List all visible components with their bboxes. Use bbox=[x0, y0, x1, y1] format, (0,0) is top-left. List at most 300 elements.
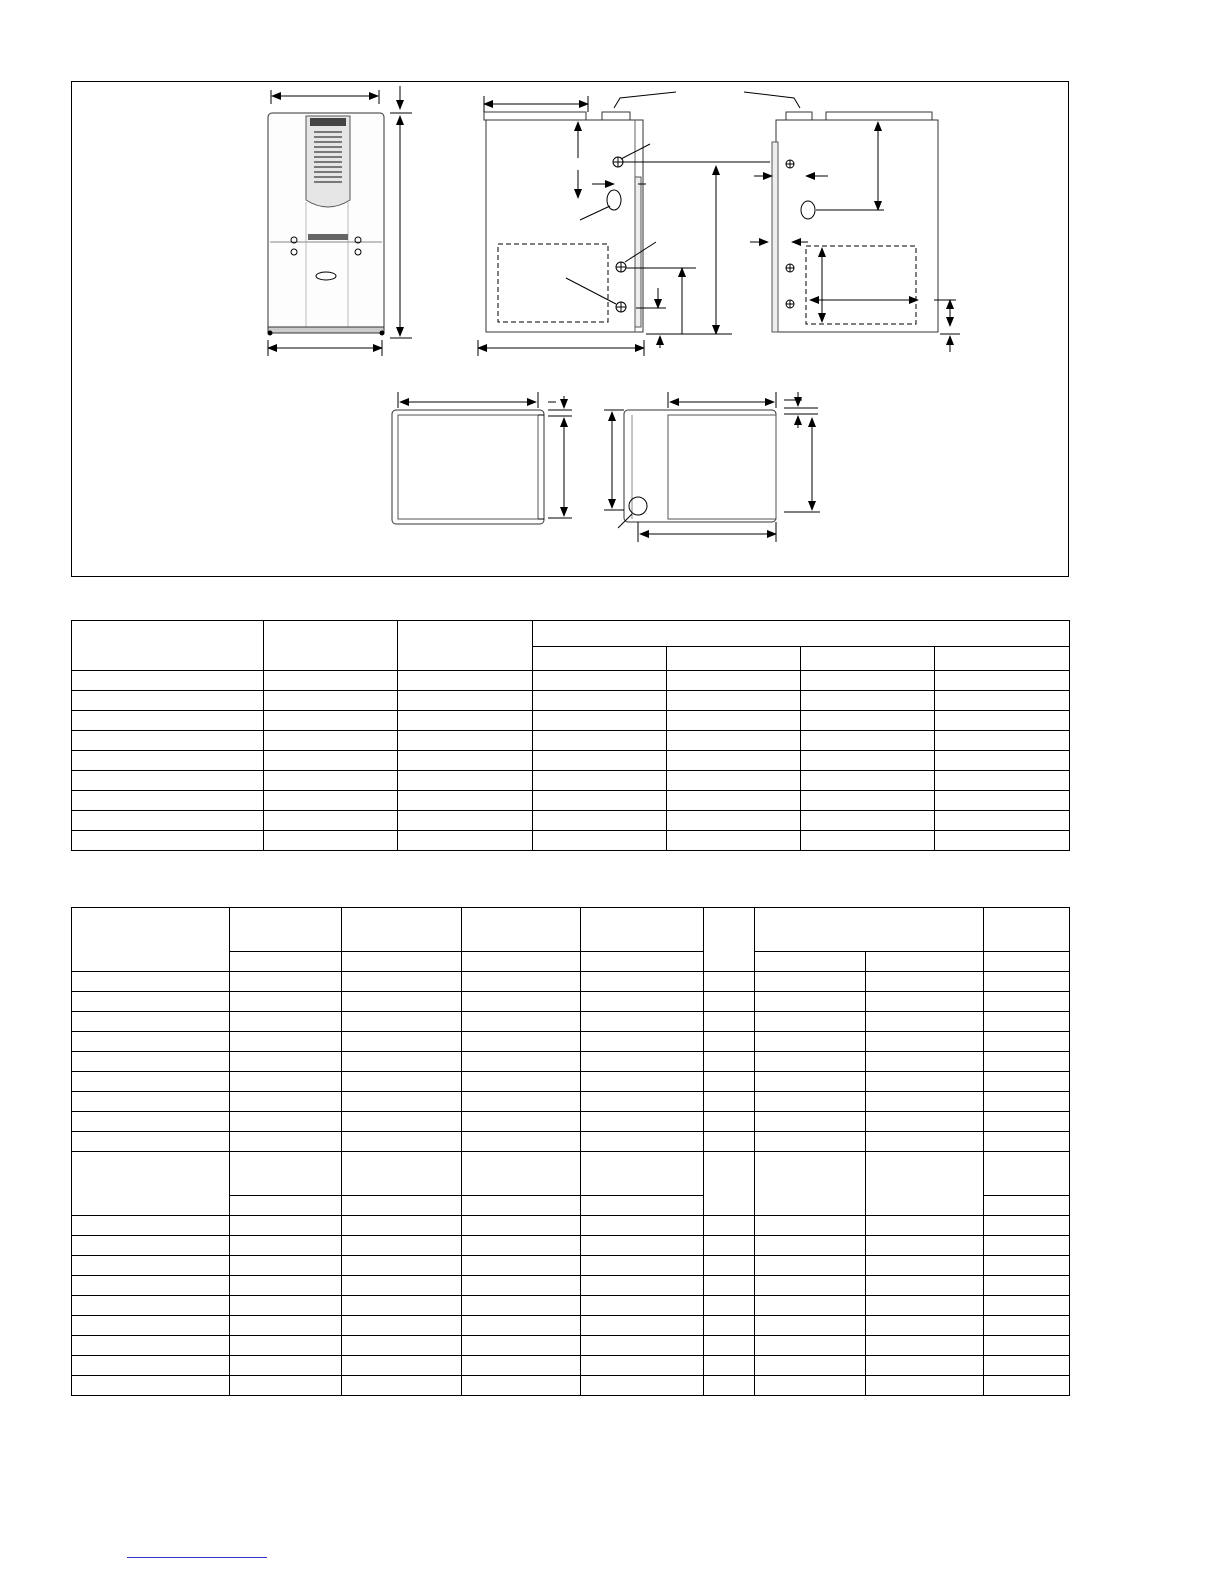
table-cell bbox=[72, 1032, 230, 1052]
table-cell bbox=[704, 1296, 755, 1316]
table-cell bbox=[342, 1216, 462, 1236]
table-cell bbox=[398, 811, 533, 831]
table-cell bbox=[230, 1216, 342, 1236]
table-cell bbox=[866, 1256, 984, 1276]
table-cell bbox=[72, 731, 264, 751]
table-cell bbox=[342, 1092, 462, 1112]
table-cell bbox=[533, 791, 667, 811]
table-cell bbox=[72, 671, 264, 691]
table-cell bbox=[342, 1132, 462, 1152]
table-cell bbox=[230, 1052, 342, 1072]
table-cell bbox=[935, 691, 1070, 711]
header-cell bbox=[984, 1196, 1070, 1216]
table-cell bbox=[866, 1376, 984, 1396]
table-row bbox=[72, 1256, 1070, 1276]
header-cell bbox=[342, 952, 462, 972]
table-cell bbox=[533, 811, 667, 831]
table-row bbox=[72, 671, 1070, 691]
table-cell bbox=[462, 1012, 581, 1032]
header-cell bbox=[230, 1152, 342, 1196]
table-row bbox=[72, 1316, 1070, 1336]
table-cell bbox=[984, 1092, 1070, 1112]
header-cell bbox=[984, 908, 1070, 952]
table-cell bbox=[984, 992, 1070, 1012]
table-cell bbox=[866, 1032, 984, 1052]
table-cell bbox=[984, 1296, 1070, 1316]
table-row bbox=[72, 1052, 1070, 1072]
table-cell bbox=[581, 1072, 704, 1092]
table-cell bbox=[72, 1112, 230, 1132]
table-cell bbox=[755, 1072, 866, 1092]
table-cell bbox=[667, 691, 801, 711]
header-cell bbox=[581, 908, 704, 952]
header-cell bbox=[581, 1152, 704, 1196]
table-cell bbox=[866, 1236, 984, 1256]
table-cell bbox=[398, 711, 533, 731]
table-cell bbox=[581, 1376, 704, 1396]
table-header-row bbox=[72, 621, 1070, 647]
table-row bbox=[72, 1336, 1070, 1356]
header-cell bbox=[935, 647, 1070, 671]
table-cell bbox=[801, 731, 935, 751]
table-cell bbox=[667, 751, 801, 771]
table-cell bbox=[72, 791, 264, 811]
table-cell bbox=[72, 1336, 230, 1356]
table-cell bbox=[866, 1216, 984, 1236]
table-cell bbox=[984, 1216, 1070, 1236]
table-cell bbox=[398, 751, 533, 771]
header-cell bbox=[984, 952, 1070, 972]
table-cell bbox=[704, 1276, 755, 1296]
table-cell bbox=[72, 831, 264, 851]
table-cell bbox=[72, 1132, 230, 1152]
header-cell bbox=[462, 908, 581, 952]
table-cell bbox=[533, 751, 667, 771]
table-cell bbox=[398, 671, 533, 691]
table-cell bbox=[755, 1296, 866, 1316]
table-cell bbox=[704, 1072, 755, 1092]
table-cell bbox=[230, 972, 342, 992]
table-cell bbox=[984, 1132, 1070, 1152]
table-cell bbox=[342, 1236, 462, 1256]
table-cell bbox=[462, 992, 581, 1012]
table-row bbox=[72, 711, 1070, 731]
header-cell bbox=[755, 908, 984, 952]
table-cell bbox=[342, 1276, 462, 1296]
table-cell bbox=[984, 1052, 1070, 1072]
table-cell bbox=[667, 671, 801, 691]
table-cell bbox=[704, 972, 755, 992]
table-cell bbox=[462, 1092, 581, 1112]
table-cell bbox=[704, 1132, 755, 1152]
right-side-view bbox=[750, 112, 960, 352]
table-cell bbox=[462, 1356, 581, 1376]
table-cell bbox=[230, 1072, 342, 1092]
header-cell bbox=[230, 908, 342, 952]
table-cell bbox=[755, 1092, 866, 1112]
table-cell bbox=[866, 1296, 984, 1316]
table-cell bbox=[984, 1356, 1070, 1376]
table-cell bbox=[342, 1356, 462, 1376]
table-cell bbox=[667, 731, 801, 751]
specifications-table bbox=[71, 907, 1070, 1396]
table-cell bbox=[342, 1072, 462, 1092]
table-cell bbox=[398, 691, 533, 711]
header-cell bbox=[755, 1152, 866, 1216]
header-cell bbox=[72, 1152, 230, 1216]
table-cell bbox=[342, 1296, 462, 1316]
table-cell bbox=[581, 1356, 704, 1376]
table-cell bbox=[342, 1336, 462, 1356]
header-cell bbox=[801, 647, 935, 671]
table-cell bbox=[462, 1256, 581, 1276]
table-cell bbox=[801, 831, 935, 851]
table-cell bbox=[462, 1296, 581, 1316]
table-cell bbox=[704, 1112, 755, 1132]
table-cell bbox=[755, 1236, 866, 1256]
table-cell bbox=[704, 1032, 755, 1052]
trane-logo-icon bbox=[310, 118, 346, 126]
table-cell bbox=[755, 1276, 866, 1296]
table-cell bbox=[72, 811, 264, 831]
header-cell bbox=[230, 952, 342, 972]
table-cell bbox=[935, 671, 1070, 691]
table-row bbox=[72, 1132, 1070, 1152]
table-cell bbox=[398, 791, 533, 811]
table-row bbox=[72, 831, 1070, 851]
left-side-view bbox=[478, 92, 800, 356]
table-cell bbox=[704, 1236, 755, 1256]
header-cell bbox=[704, 908, 755, 972]
table-cell bbox=[72, 1276, 230, 1296]
table-cell bbox=[342, 1032, 462, 1052]
table-cell bbox=[72, 1012, 230, 1032]
table-cell bbox=[667, 711, 801, 731]
table-cell bbox=[533, 831, 667, 851]
table-cell bbox=[264, 711, 398, 731]
table-cell bbox=[866, 1092, 984, 1112]
table-cell bbox=[704, 1316, 755, 1336]
header-cell bbox=[533, 647, 667, 671]
table-cell bbox=[866, 1336, 984, 1356]
table-row bbox=[72, 1032, 1070, 1052]
table-cell bbox=[935, 731, 1070, 751]
table-cell bbox=[230, 1236, 342, 1256]
table-cell bbox=[667, 831, 801, 851]
table-cell bbox=[755, 1356, 866, 1376]
bottom-view bbox=[604, 392, 820, 542]
table-cell bbox=[230, 1276, 342, 1296]
table-cell bbox=[984, 1376, 1070, 1396]
table-cell bbox=[72, 992, 230, 1012]
table-cell bbox=[581, 992, 704, 1012]
table-cell bbox=[704, 1052, 755, 1072]
table-cell bbox=[342, 1052, 462, 1072]
table-cell bbox=[72, 771, 264, 791]
table-cell bbox=[801, 751, 935, 771]
table-cell bbox=[581, 1132, 704, 1152]
table-cell bbox=[801, 671, 935, 691]
table-cell bbox=[866, 1012, 984, 1032]
table-cell bbox=[866, 1112, 984, 1132]
table-cell bbox=[801, 771, 935, 791]
table-cell bbox=[264, 731, 398, 751]
table-cell bbox=[935, 811, 1070, 831]
header-cell bbox=[342, 1196, 462, 1216]
table-cell bbox=[230, 1012, 342, 1032]
table-cell bbox=[462, 1336, 581, 1356]
table-cell bbox=[667, 771, 801, 791]
table-row bbox=[72, 1112, 1070, 1132]
table-row bbox=[72, 1012, 1070, 1032]
header-cell bbox=[581, 1196, 704, 1216]
front-view bbox=[268, 86, 412, 356]
table-cell bbox=[462, 1316, 581, 1336]
table-cell bbox=[755, 1256, 866, 1276]
header-cell bbox=[230, 1196, 342, 1216]
furnace-dimension-drawing bbox=[72, 82, 1070, 578]
table-cell bbox=[342, 1376, 462, 1396]
table-cell bbox=[72, 1092, 230, 1112]
table-cell bbox=[984, 1336, 1070, 1356]
table-cell bbox=[704, 1012, 755, 1032]
table-cell bbox=[755, 1052, 866, 1072]
table-cell bbox=[581, 1112, 704, 1132]
table-cell bbox=[72, 1072, 230, 1092]
table-row bbox=[72, 1276, 1070, 1296]
table-cell bbox=[264, 751, 398, 771]
table-cell bbox=[230, 1092, 342, 1112]
table-cell bbox=[72, 1256, 230, 1276]
table-cell bbox=[755, 1216, 866, 1236]
table-cell bbox=[866, 1276, 984, 1296]
table-cell bbox=[230, 1112, 342, 1132]
table-cell bbox=[264, 811, 398, 831]
table-cell bbox=[755, 1112, 866, 1132]
table-header-row bbox=[72, 908, 1070, 952]
table-cell bbox=[704, 1376, 755, 1396]
table-cell bbox=[533, 731, 667, 751]
table-cell bbox=[704, 1336, 755, 1356]
table-row bbox=[72, 771, 1070, 791]
table-cell bbox=[704, 1356, 755, 1376]
table-cell bbox=[984, 1112, 1070, 1132]
table-row bbox=[72, 751, 1070, 771]
table-cell bbox=[935, 831, 1070, 851]
table-cell bbox=[462, 972, 581, 992]
dimension-drawing-frame bbox=[71, 81, 1069, 577]
table-cell bbox=[704, 1092, 755, 1112]
header-cell bbox=[866, 1152, 984, 1216]
table-cell bbox=[755, 972, 866, 992]
table-cell bbox=[462, 1216, 581, 1236]
table-cell bbox=[581, 1092, 704, 1112]
table-row bbox=[72, 1376, 1070, 1396]
table-cell bbox=[72, 711, 264, 731]
table-cell bbox=[984, 1236, 1070, 1256]
header-cell bbox=[342, 908, 462, 952]
table-cell bbox=[581, 1012, 704, 1032]
table-row bbox=[72, 691, 1070, 711]
table-cell bbox=[866, 972, 984, 992]
table-mid-header-row bbox=[72, 1152, 1070, 1196]
table-cell bbox=[755, 1032, 866, 1052]
table-cell bbox=[230, 992, 342, 1012]
header-cell bbox=[667, 647, 801, 671]
table-cell bbox=[581, 1256, 704, 1276]
table-cell bbox=[264, 791, 398, 811]
table-row bbox=[72, 811, 1070, 831]
table-cell bbox=[230, 1376, 342, 1396]
table-cell bbox=[342, 1012, 462, 1032]
table-cell bbox=[801, 811, 935, 831]
table-cell bbox=[462, 1276, 581, 1296]
table-cell bbox=[755, 1132, 866, 1152]
table-cell bbox=[72, 691, 264, 711]
table-cell bbox=[866, 1356, 984, 1376]
table-cell bbox=[984, 1072, 1070, 1092]
table-cell bbox=[462, 1032, 581, 1052]
table-cell bbox=[72, 1296, 230, 1316]
table-cell bbox=[801, 691, 935, 711]
table-cell bbox=[72, 1356, 230, 1376]
header-cell bbox=[581, 952, 704, 972]
table-cell bbox=[984, 1276, 1070, 1296]
table-cell bbox=[72, 1216, 230, 1236]
table-cell bbox=[230, 1132, 342, 1152]
table-cell bbox=[462, 1236, 581, 1256]
table-row bbox=[72, 1072, 1070, 1092]
table-cell bbox=[398, 771, 533, 791]
table-cell bbox=[462, 1072, 581, 1092]
table-cell bbox=[704, 992, 755, 1012]
table-row bbox=[72, 731, 1070, 751]
table-cell bbox=[462, 1052, 581, 1072]
table-cell bbox=[581, 1276, 704, 1296]
table-cell bbox=[533, 771, 667, 791]
table-cell bbox=[984, 1316, 1070, 1336]
table-cell bbox=[230, 1296, 342, 1316]
table-cell bbox=[581, 1336, 704, 1356]
header-cell bbox=[462, 952, 581, 972]
table-cell bbox=[72, 1052, 230, 1072]
table-cell bbox=[72, 751, 264, 771]
table-cell bbox=[533, 671, 667, 691]
table-cell bbox=[398, 831, 533, 851]
table-cell bbox=[264, 691, 398, 711]
header-cell bbox=[72, 621, 264, 671]
table-cell bbox=[230, 1336, 342, 1356]
table-cell bbox=[581, 1296, 704, 1316]
table-cell bbox=[866, 1052, 984, 1072]
table-cell bbox=[342, 1256, 462, 1276]
nameplate-badge-icon bbox=[308, 234, 348, 240]
table-row bbox=[72, 1092, 1070, 1112]
table-cell bbox=[230, 1256, 342, 1276]
table-cell bbox=[935, 791, 1070, 811]
table-cell bbox=[72, 972, 230, 992]
table-cell bbox=[230, 1356, 342, 1376]
table-cell bbox=[935, 771, 1070, 791]
table-cell bbox=[342, 1316, 462, 1336]
table-cell bbox=[342, 972, 462, 992]
table-cell bbox=[704, 1256, 755, 1276]
table-cell bbox=[704, 1216, 755, 1236]
table-cell bbox=[866, 1316, 984, 1336]
table-cell bbox=[581, 1032, 704, 1052]
table-cell bbox=[667, 811, 801, 831]
table-row bbox=[72, 1296, 1070, 1316]
table-cell bbox=[755, 1376, 866, 1396]
header-cell bbox=[342, 1152, 462, 1196]
table-cell bbox=[581, 1316, 704, 1336]
table-cell bbox=[462, 1132, 581, 1152]
header-cell bbox=[704, 1152, 755, 1216]
table-row bbox=[72, 992, 1070, 1012]
table-cell bbox=[581, 1052, 704, 1072]
table-cell bbox=[230, 1316, 342, 1336]
table-cell bbox=[264, 831, 398, 851]
header-cell bbox=[264, 621, 398, 671]
table-cell bbox=[72, 1376, 230, 1396]
header-cell bbox=[755, 952, 866, 972]
dimensions-table bbox=[71, 620, 1070, 851]
table-cell bbox=[230, 1032, 342, 1052]
table-cell bbox=[581, 1216, 704, 1236]
table-cell bbox=[866, 992, 984, 1012]
table-cell bbox=[984, 1032, 1070, 1052]
table-cell bbox=[667, 791, 801, 811]
table-cell bbox=[581, 972, 704, 992]
table-cell bbox=[866, 1072, 984, 1092]
table-cell bbox=[755, 992, 866, 1012]
table-row bbox=[72, 1236, 1070, 1256]
table-cell bbox=[935, 711, 1070, 731]
header-cell bbox=[398, 621, 533, 671]
table-cell bbox=[755, 1316, 866, 1336]
table-cell bbox=[984, 972, 1070, 992]
footer-link-underline[interactable] bbox=[127, 1557, 267, 1558]
table-cell bbox=[342, 1112, 462, 1132]
table-row bbox=[72, 972, 1070, 992]
table-cell bbox=[755, 1012, 866, 1032]
table-row bbox=[72, 1216, 1070, 1236]
header-cell bbox=[72, 908, 230, 972]
table-cell bbox=[801, 791, 935, 811]
header-cell bbox=[462, 1196, 581, 1216]
table-cell bbox=[72, 1236, 230, 1256]
table-cell bbox=[984, 1256, 1070, 1276]
header-cell bbox=[533, 621, 1070, 647]
table-row bbox=[72, 791, 1070, 811]
table-cell bbox=[533, 691, 667, 711]
table-cell bbox=[801, 711, 935, 731]
header-cell bbox=[462, 1152, 581, 1196]
table-cell bbox=[342, 992, 462, 1012]
top-view bbox=[392, 392, 572, 524]
table-cell bbox=[581, 1236, 704, 1256]
table-cell bbox=[755, 1336, 866, 1356]
table-cell bbox=[984, 1012, 1070, 1032]
table-cell bbox=[72, 1316, 230, 1336]
table-row bbox=[72, 1356, 1070, 1376]
header-cell bbox=[984, 1152, 1070, 1196]
header-cell bbox=[866, 952, 984, 972]
table-cell bbox=[264, 771, 398, 791]
table-cell bbox=[462, 1112, 581, 1132]
table-cell bbox=[264, 671, 398, 691]
table-cell bbox=[866, 1132, 984, 1152]
